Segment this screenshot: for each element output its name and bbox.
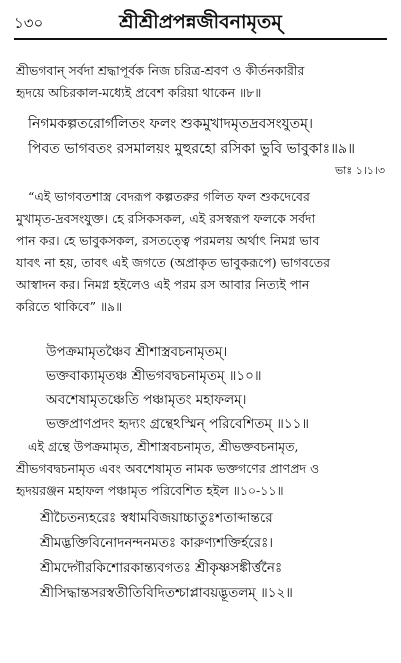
paragraph-line: যাবৎ না হয়, তাবৎ এই জগতে (অপ্রাকৃত ভাবুকরূপে) ভাগবতের [16, 255, 330, 270]
verse-line: ভক্তপ্রাণপ্রদং হৃদ্যং গ্রন্থেঽস্মিন্ পরিবেশিতম্ ॥১১॥ [46, 416, 310, 432]
paragraph-line: করিতে থাকিবে” ॥৯॥ [16, 299, 123, 314]
verse-12 [40, 506, 389, 606]
verse-line: অবশেষামৃতঞ্চেতি পঞ্চামৃতং মহাফলম্। [46, 392, 247, 408]
verse-line: শ্রীমদ্গৌরকিশোরকান্ত্যবগতঃ শ্রীকৃষ্ণসঙ্কীর্ত্তনৈঃ [40, 560, 283, 576]
verse-line: পিবত ভাগবতং রসমালয়ং মুহুরহো রসিকা ভুবি ভাবুকাঃ॥৯॥ [28, 141, 355, 157]
page-header [14, 6, 387, 36]
paragraph-3 [16, 436, 387, 502]
verse-reference: ভাঃ ১।১।৩ [334, 164, 385, 177]
paragraph-1 [16, 60, 387, 104]
verse-9 [28, 112, 389, 162]
verse-line: শ্রীমদ্ভক্তিবিনোদনন্দনমতঃ কারুণ্যশক্তির্হরেঃ। [40, 535, 274, 551]
verse-line: উপক্রমামৃতঞ্চৈব শ্রীশাস্ত্রবচনামৃতম্। [46, 344, 228, 360]
paragraph-line: আস্বাদন কর। নিমগ্ন হইলেও এই পরম রস আবার নিত্যই পান [16, 277, 310, 292]
paragraph-line: শ্রীভগবদ্বচনামৃত এবং অবশেষামৃত নামক ভক্তগণের প্রাণপ্রদ ও [16, 461, 320, 476]
paragraph-line: হৃদয়ে অচিরকাল-মধ্যেই প্রবেশ করিয়া থাকেন ॥৮॥ [16, 85, 262, 100]
header-rule [14, 38, 387, 40]
page-number: ১৩০ [14, 14, 44, 32]
verse-line: শ্রীসিদ্ধান্তসরস্বতীতিবিদিতশ্চাপ্লাবয়দ্ভূতলম্ ॥১২॥ [40, 585, 293, 601]
verse-line: শ্রীচৈতন্যহরেঃ স্বধামবিজয়াচ্চাতুঃশতাব্দান্তরে [40, 510, 273, 526]
running-title: শ্রীশ্রীপ্রপন্নজীবনামৃতম্ [119, 11, 282, 33]
paragraph-2 [16, 186, 387, 318]
paragraph-line: মুখামৃত-দ্রবসংযুক্ত। হে রসিকসকল, এই রসস্বরূপ ফলকে সর্বদা [16, 211, 316, 226]
paragraph-line: হৃদয়রঞ্জন মহাফল পঞ্চামৃত পরিবেশিত হইল ॥১০-১১॥ [16, 483, 284, 498]
paragraph-line: এই গ্রন্থে উপক্রমামৃত, শ্রীশাস্ত্রবচনামৃত, শ্রীভক্তবচনামৃত, [28, 439, 299, 454]
paragraph-line: পান কর। হে ভাবুকসকল, রসতত্ত্বে পরমলয় অর্থাৎ নিমগ্ন ভাব [16, 233, 320, 248]
verse-line: নিগমকল্পতরোর্গলিতং ফলং শুকমুখাদমৃতদ্রবসংযুতম্। [28, 116, 313, 132]
paragraph-line: “এই ভাগবতশাস্ত্র বেদরূপ কল্পতরুর গলিত ফল শুকদেবের [28, 189, 310, 204]
verse-line: ভক্তবাক্যামৃতঞ্চ শ্রীভগবদ্বচনামৃতম্ ॥১০॥ [46, 368, 262, 384]
verse-10-11 [46, 340, 389, 436]
paragraph-line: শ্রীভগবান্ সর্বদা শ্রদ্ধাপূর্বক নিজ চরিত্র-শ্রবণ ও কীর্তনকারীর [16, 63, 305, 78]
